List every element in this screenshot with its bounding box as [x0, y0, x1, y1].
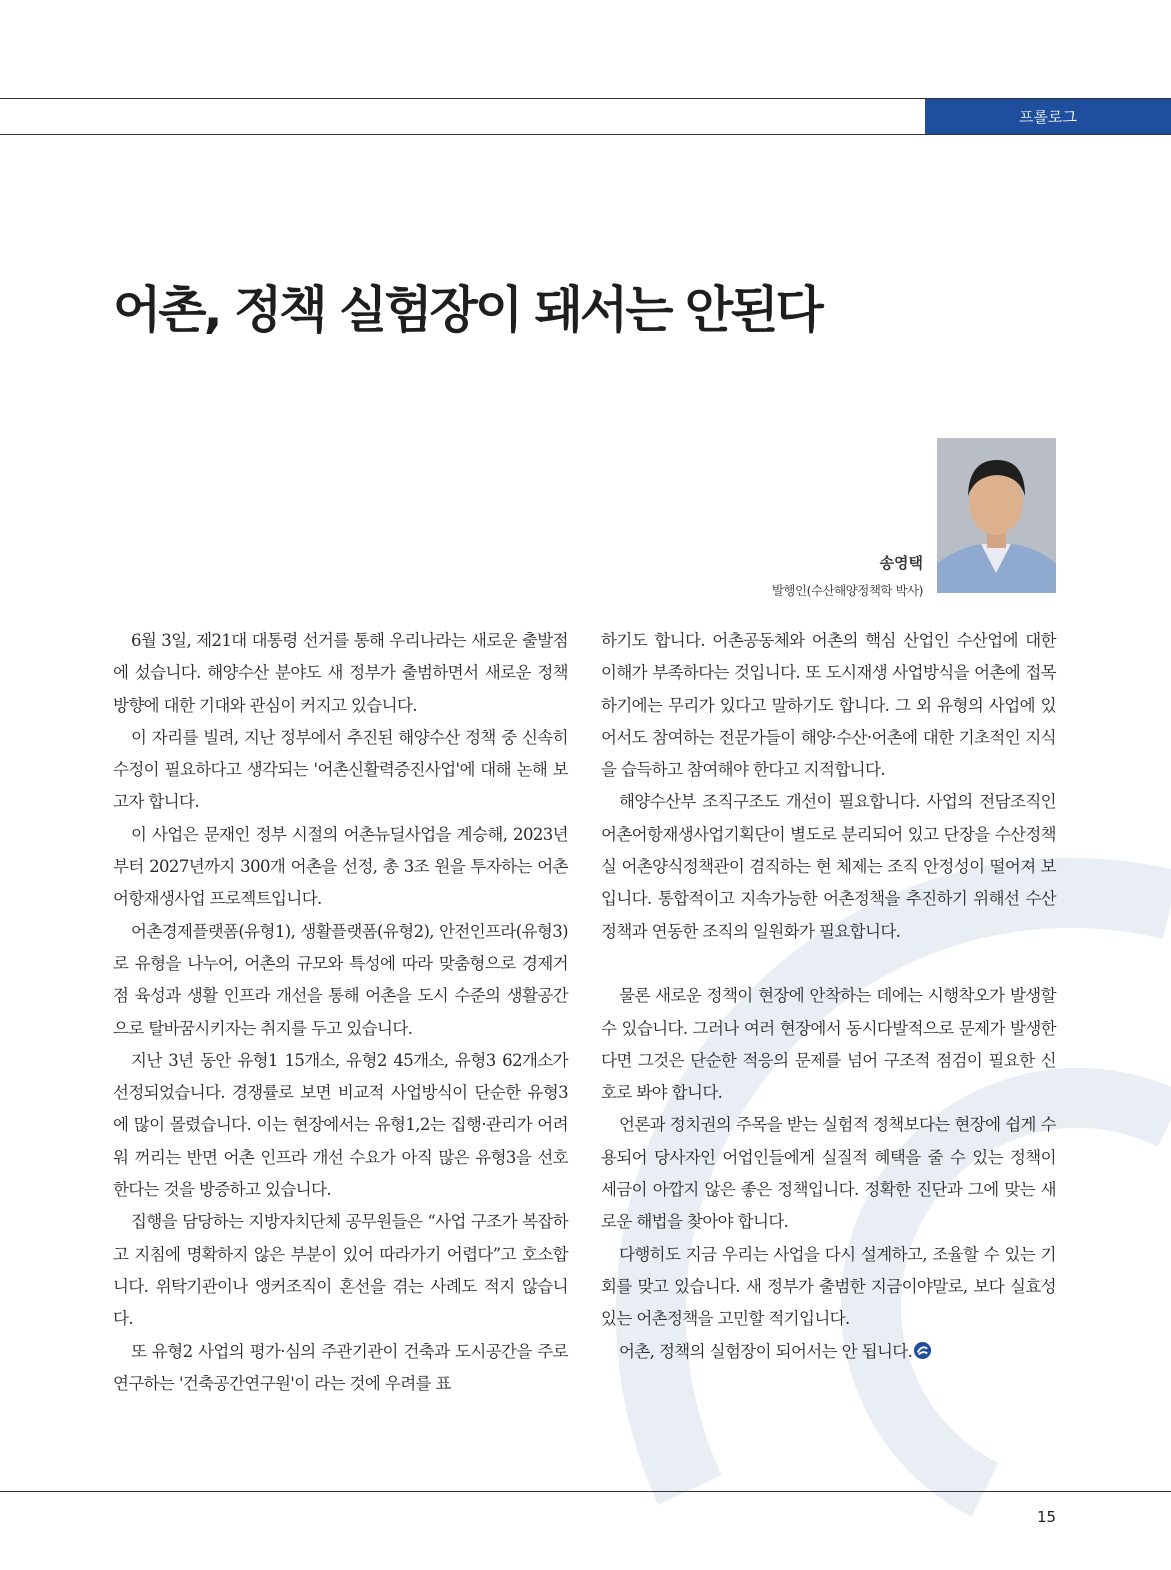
closing-sentence: 어촌, 정책의 실험장이 되어서는 안 됩니다. — [619, 1341, 913, 1361]
footer-rule — [0, 1491, 1171, 1492]
author-name: 송영택 — [879, 554, 923, 572]
body-paragraph: 물론 새로운 정책이 현장에 안착하는 데에는 시행착오가 발생할 수 있습니다. 그러나 여러 현장에서 동시다발적으로 문제가 발생한다면 그것은 단순한 적응의 문제를 넘어 구조적 점검이 필요한 신호로 봐야 합니다. — [601, 986, 1056, 1103]
body-column-right — [601, 625, 1056, 1368]
body-paragraph: 지난 3년 동안 유형1 15개소, 유형2 45개소, 유형3 62개소가 선정되었습니다. 경쟁률로 보면 비교적 사업방식이 단순한 유형3에 많이 몰렸습니다. 이는 현장에서는 유형1,2는 집행·관리가 어려워 꺼리는 반면 어촌 인프라 개선 수요가 아직 많은 유형3을 선호한다는 것을 방증하고 있습니다. — [113, 1050, 568, 1200]
body-paragraph: 집행을 담당하는 지방자치단체 공무원들은 “사업 구조가 복잡하고 지침에 명확하지 않은 부분이 있어 따라가기 어렵다”고 호소합니다. 위탁기관이나 앵커조직이 혼선을 겪는 사례도 적지 않습니다. — [113, 1212, 568, 1329]
author-photo — [937, 438, 1056, 593]
section-label: 프롤로그 — [1019, 108, 1077, 126]
body-paragraph: 6월 3일, 제21대 대통령 선거를 통해 우리나라는 새로운 출발점에 섰습니다. 해양수산 분야도 새 정부가 출범하면서 새로운 정책 방향에 대한 기대와 관심이 커지고 있습니다. — [113, 631, 568, 715]
closing-paragraph — [601, 1336, 1056, 1368]
body-paragraph: 하기도 합니다. 어촌공동체와 어촌의 핵심 산업인 수산업에 대한 이해가 부족하다는 것입니다. 또 도시재생 사업방식을 어촌에 접목하기에는 무리가 있다고 말하기도 합니다. 그 외 유형의 사업에 있어서도 참여하는 전문가들이 해양·수산·어촌에 대한 기초적인 지식을 습득하고 참여해야 한다고 지적합니다. — [601, 631, 1056, 780]
author-portrait-image — [937, 438, 1056, 593]
article-title: 어촌, 정책 실험장이 돼서는 안된다 — [113, 281, 821, 339]
header-rule-bottom — [0, 134, 1171, 135]
body-paragraph: 다행히도 지금 우리는 사업을 다시 설계하고, 조율할 수 있는 기회를 맞고 있습니다. 새 정부가 출범한 지금이야말로, 보다 실효성 있는 어촌정책을 고민할 적기입니다. — [601, 1244, 1056, 1329]
section-tab — [925, 99, 1171, 134]
body-paragraph: 또 유형2 사업의 평가·심의 주관기관이 건축과 도시공간을 주로 연구하는 '건축공간연구원'이 라는 것에 우려를 표 — [113, 1341, 568, 1393]
author-role: 발행인(수산해양정책학 박사) — [771, 583, 923, 598]
author-block — [772, 552, 923, 599]
body-paragraph: 해양수산부 조직구조도 개선이 필요합니다. 사업의 전담조직인 어촌어항재생사업기획단이 별도로 분리되어 있고 단장을 수산정책실 어촌양식정책관이 겸직하는 현 체제는 조직 안정성이 떨어져 보입니다. 통합적이고 지속가능한 어촌정책을 추진하기 위해선 수산정책과 연동한 조직의 일원화가 필요합니다. — [601, 792, 1056, 941]
page-number: 15 — [1037, 1508, 1057, 1526]
body-paragraph: 어촌경제플랫폼(유형1), 생활플랫폼(유형2), 안전인프라(유형3)로 유형을 나누어, 어촌의 규모와 특성에 따라 맞춤형으로 경제거점 육성과 생활 인프라 개선을 통해 어촌을 도시 수준의 생활공간으로 탈바꿈시키자는 취지를 두고 있습니다. — [113, 921, 568, 1038]
body-column-left — [113, 625, 568, 1400]
body-paragraph: 이 사업은 문재인 정부 시절의 어촌뉴딜사업을 계승해, 2023년부터 2027년까지 300개 어촌을 선정, 총 3조 원을 투자하는 어촌어항재생사업 프로젝트입니다. — [113, 824, 568, 909]
body-paragraph: 언론과 정치권의 주목을 받는 실험적 정책보다는 현장에 쉽게 수용되어 당사자인 어업인들에게 실질적 혜택을 줄 수 있는 정책이 세금이 아깝지 않은 좋은 정책입니다. 정확한 진단과 그에 맞는 새로운 해법을 찾아야 합니다. — [601, 1115, 1056, 1232]
body-paragraph: 이 자리를 빌려, 지난 정부에서 추진된 해양수산 정책 중 신속히 수정이 필요하다고 생각되는 '어촌신활력증진사업'에 대해 논해 보고자 합니다. — [113, 727, 568, 812]
end-mark-icon — [913, 1341, 932, 1360]
